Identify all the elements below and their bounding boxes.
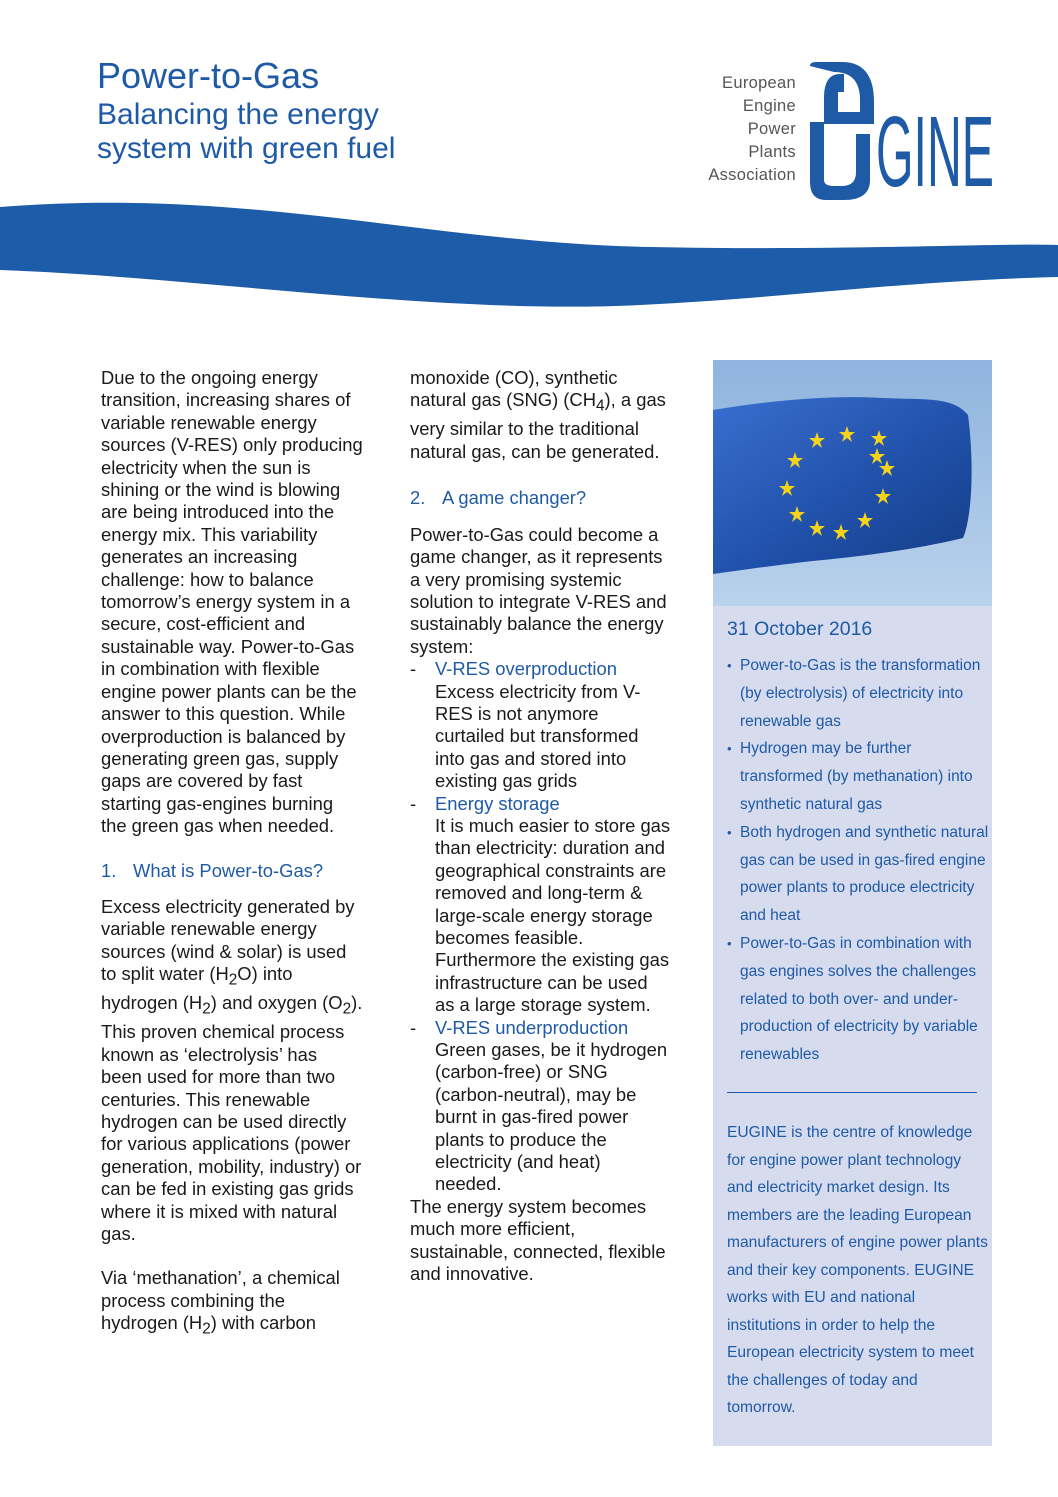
sidebar (713, 360, 992, 1446)
page-title: Power-to-Gas (97, 55, 320, 96)
methanation-continued: monoxide (CO), synthetic natural gas (SNG) $(CH_4)$, a gas very similar to the traditional natural gas, can be generated. (410, 367, 666, 462)
eugine-logo (700, 62, 1000, 200)
methanation-paragraph: Via ‘methanation’, a chemical process combining the hydrogen $(H_2)$ with carbon (101, 1267, 340, 1338)
list-item-underproduction: - V-RES underproduction Green gases, be it hydrogen (carbon-free) or SNG (carbon-neutral), may be burnt in gas-fired power plants to produce the electricity (and heat) needed. (410, 1016, 668, 1195)
list-item: • Power-to-Gas is the transformation (by electrolysis) of electricity into renewable gas (727, 652, 989, 735)
left-column (101, 367, 363, 1341)
header-wave (0, 195, 1058, 325)
page-subtitle-line-1: Balancing the energy (97, 98, 379, 132)
eu-flag-photo (713, 360, 992, 606)
page-title-block (97, 56, 395, 166)
list-item-energy-storage: - Energy storage It is much easier to store gas than electricity: duration and geographical constraints are removed and long-term & large-scale energy storage becomes feasible. Furthermore the existing gas infrastructure can be used as a large storage system. (410, 792, 671, 1016)
game-changer-paragraph: Power-to-Gas could become a game changer, as it represents a very promising systemic solution to integrate V-RES and sustainably balance the energy system: (410, 523, 667, 657)
closing-paragraph: The energy system becomes much more efficient, sustainable, connected, flexible and innovative. (410, 1195, 666, 1285)
key-points-list (727, 652, 989, 1069)
logo-association-text: European Engine Power Plants Association (708, 74, 796, 184)
section-1-heading: 1. What is Power-to-Gas? (101, 859, 324, 881)
section-2-heading: 2. A game changer? (410, 487, 587, 509)
list-item: • Power-to-Gas in combination with gas engines solves the challenges related to both over- and under-production of electricity by variable renewables (727, 930, 989, 1069)
list-item-overproduction: - V-RES overproduction Excess electricity from V-RES is not anymore curtailed but transformed into gas and stored into existing gas grids (410, 658, 641, 792)
sidebar-divider (727, 1092, 977, 1093)
intro-paragraph: Due to the ongoing energy transition, increasing shares of variable renewable energy sources (V-RES) only producing electricity when the sun is shining or the wind is blowing are being introduced into the energy mix. This variability generates an increasing challenge: how to balance tomorrow’s energy system in a secure, cost-efficient and sustainable way. Power-to-Gas in combination with flexible engine power plants can be the answer to this question. While overproduction is balanced by generating green gas, supply gaps are covered by fast starting gas-engines burning the green gas when needed. (101, 367, 363, 837)
publication-date: 31 October 2016 (727, 618, 873, 640)
electrolysis-paragraph: Excess electricity generated by variable renewable energy sources (wind & solar) is used to split water $(H_2O)$ into hydrogen $(H_2)$ and oxygen $(O_2)$. This proven chemical process known as ‘electrolysis’ has been used for more than two centuries. This renewable hydrogen can be used directly for various applications (power generation, mobility, industry) or can be fed in existing gas grids where it is mixed with natural gas. (101, 895, 363, 1244)
about-eugine-text: EUGINE is the centre of knowledge for engine power plant technology and electricity market design. Its members are the leading European manufacturers of engine power plants and their key components. EUGINE works with EU and national institutions in order to help the European electricity system to meet the challenges of today and tomorrow. (727, 1124, 988, 1416)
list-item: • Both hydrogen and synthetic natural gas can be used in gas-fired engine power plants to produce electricity and heat (727, 819, 989, 930)
list-item: • Hydrogen may be further transformed (by methanation) into synthetic natural gas (727, 735, 989, 818)
page-subtitle-line-2: system with green fuel (97, 131, 396, 165)
logo-gine-text: GINE (876, 96, 994, 200)
middle-column (410, 367, 672, 1286)
eugine-wordmark (804, 62, 998, 200)
